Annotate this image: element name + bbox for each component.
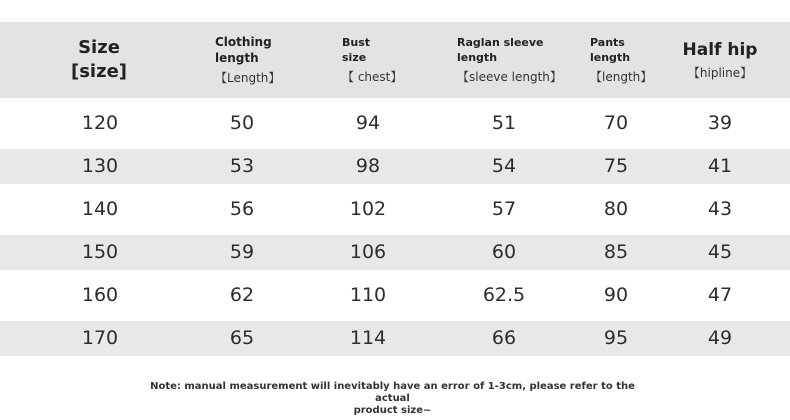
header-row <box>0 22 790 98</box>
header-pants-line1: Pants <box>590 36 625 49</box>
header-bust-size <box>342 22 422 98</box>
table-cell: 62.5 <box>482 284 526 306</box>
table-cell: 102 <box>349 198 387 220</box>
table-cell: 50 <box>229 112 255 134</box>
table-cell: 57 <box>491 198 517 220</box>
table-cell: 70 <box>603 112 629 134</box>
table-row <box>0 235 790 270</box>
table-cell: 54 <box>491 155 517 177</box>
header-hip-sub: 【hipline】 <box>687 66 753 80</box>
header-pants-line2: length <box>590 51 631 64</box>
table-row <box>0 106 790 141</box>
header-pants-sub: 【length】 <box>590 70 653 84</box>
table-cell: 114 <box>349 327 387 349</box>
table-cell: 98 <box>355 155 381 177</box>
header-bust-sub: 【 chest】 <box>342 70 403 84</box>
table-cell: 65 <box>229 327 255 349</box>
table-row <box>0 278 790 313</box>
header-hip-title: Half hip <box>682 40 758 60</box>
table-cell: 43 <box>707 198 733 220</box>
table-cell: 95 <box>603 327 629 349</box>
header-bust-line2: size <box>342 51 367 64</box>
header-clothing-line1: Clothing <box>215 35 272 49</box>
table-cell: 47 <box>707 284 733 306</box>
table-cell: 75 <box>603 155 629 177</box>
table-cell: 150 <box>81 241 119 263</box>
header-raglan-sub: 【sleeve length】 <box>457 70 562 84</box>
table-cell: 140 <box>81 198 119 220</box>
header-raglan-line1: Raglan sleeve <box>457 36 544 49</box>
header-raglan-line2: length <box>457 51 498 64</box>
table-cell: 51 <box>491 112 517 134</box>
table-cell: 94 <box>355 112 381 134</box>
table-row <box>0 321 790 356</box>
size-chart <box>0 22 790 356</box>
header-size <box>52 22 146 98</box>
measurement-note <box>140 381 645 417</box>
table-row <box>0 192 790 227</box>
table-cell: 80 <box>603 198 629 220</box>
table-cell: 66 <box>491 327 517 349</box>
table-cell: 62 <box>229 284 255 306</box>
header-raglan-sleeve <box>457 22 587 98</box>
header-pants-length <box>590 22 660 98</box>
table-body <box>0 106 790 356</box>
table-cell: 170 <box>81 327 119 349</box>
table-cell: 49 <box>707 327 733 349</box>
table-cell: 59 <box>229 241 255 263</box>
table-cell: 39 <box>707 112 733 134</box>
header-size-title: Size <box>78 37 120 58</box>
table-cell: 106 <box>349 241 387 263</box>
header-bust-line1: Bust <box>342 36 371 49</box>
note-line-1: Note: manual measurement will inevitably have an error of 1-3cm, please refer to the actual <box>150 381 635 404</box>
header-clothing-line2: length <box>215 51 259 65</box>
header-clothing-length <box>215 22 325 98</box>
table-cell: 130 <box>81 155 119 177</box>
table-cell: 120 <box>81 112 119 134</box>
table-cell: 60 <box>491 241 517 263</box>
table-cell: 45 <box>707 241 733 263</box>
header-size-subtitle: [size] <box>70 61 128 82</box>
table-cell: 41 <box>707 155 733 177</box>
table-cell: 85 <box>603 241 629 263</box>
table-cell: 160 <box>81 284 119 306</box>
table-cell: 90 <box>603 284 629 306</box>
header-half-hip <box>670 22 770 98</box>
table-cell: 56 <box>229 198 255 220</box>
table-cell: 53 <box>229 155 255 177</box>
table-row <box>0 149 790 184</box>
table-cell: 110 <box>349 284 387 306</box>
note-line-2: product size~ <box>353 405 432 416</box>
header-clothing-sub: 【Length】 <box>215 71 281 85</box>
